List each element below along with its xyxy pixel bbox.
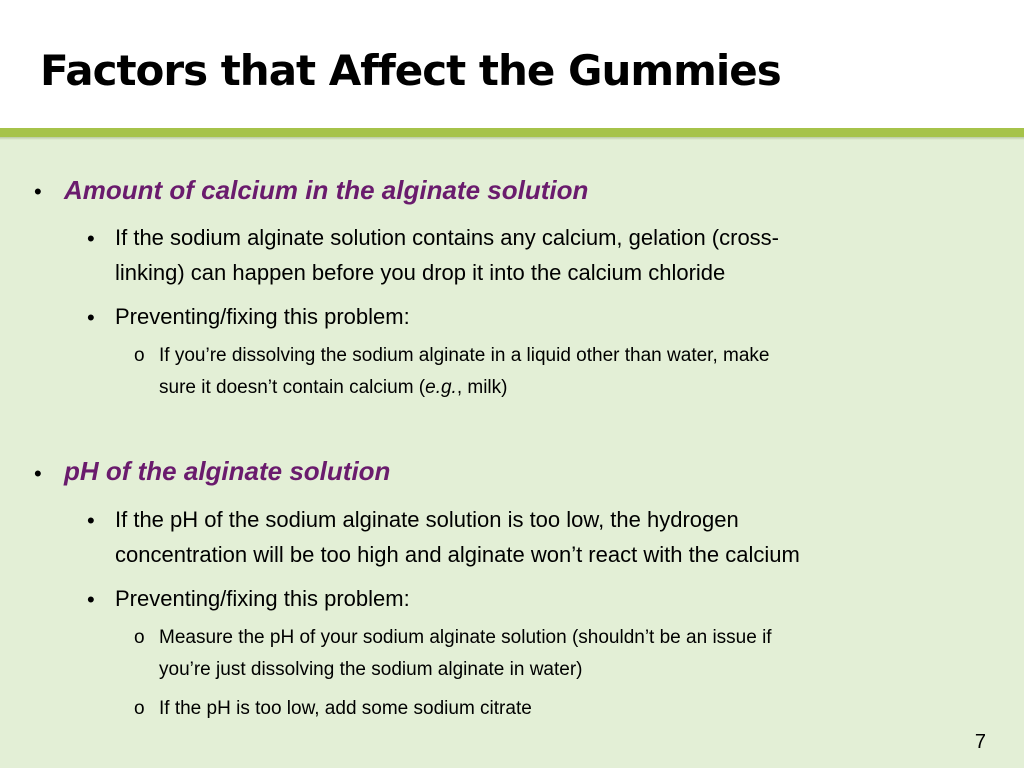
- body-line: [159, 377, 507, 399]
- body-line: Preventing/fixing this problem:: [115, 586, 410, 611]
- bullet-icon: •: [87, 587, 95, 612]
- body-line: Preventing/fixing this problem:: [115, 304, 410, 329]
- body-text: , milk): [456, 377, 508, 398]
- body-line: If the pH of the sodium alginate solution is too low, the hydrogen: [115, 507, 739, 532]
- section-heading-ph: pH of the alginate solution: [64, 456, 391, 486]
- bullet-icon: •: [87, 226, 95, 251]
- section-heading-calcium: Amount of calcium in the alginate solution: [64, 175, 589, 205]
- body-text-italic: e.g.: [425, 377, 457, 398]
- bullet-icon: •: [34, 461, 42, 486]
- body-line: linking) can happen before you drop it into the calcium chloride: [115, 260, 726, 285]
- bullet-icon: •: [34, 179, 42, 204]
- circle-bullet-icon: o: [134, 627, 145, 648]
- body-line: Measure the pH of your sodium alginate solution (shouldn’t be an issue if: [159, 627, 772, 648]
- accent-divider: [0, 128, 1024, 137]
- body-line: concentration will be too high and alginate won’t react with the calcium: [115, 542, 800, 567]
- body-text: sure it doesn’t contain calcium (: [159, 377, 426, 398]
- body-line: If the sodium alginate solution contains any calcium, gelation (cross-: [115, 225, 780, 250]
- bullet-icon: •: [87, 508, 95, 533]
- body-line: If you’re dissolving the sodium alginate in a liquid other than water, make: [159, 345, 770, 366]
- body-line: you’re just dissolving the sodium alginate in water): [159, 659, 583, 680]
- circle-bullet-icon: o: [134, 345, 145, 366]
- page-number: 7: [974, 731, 986, 753]
- circle-bullet-icon: o: [134, 698, 145, 719]
- slide-title: Factors that Affect the Gummies: [40, 46, 781, 95]
- body-line: If the pH is too low, add some sodium citrate: [159, 698, 532, 719]
- slide-header: [0, 0, 1024, 128]
- bullet-icon: •: [87, 305, 95, 330]
